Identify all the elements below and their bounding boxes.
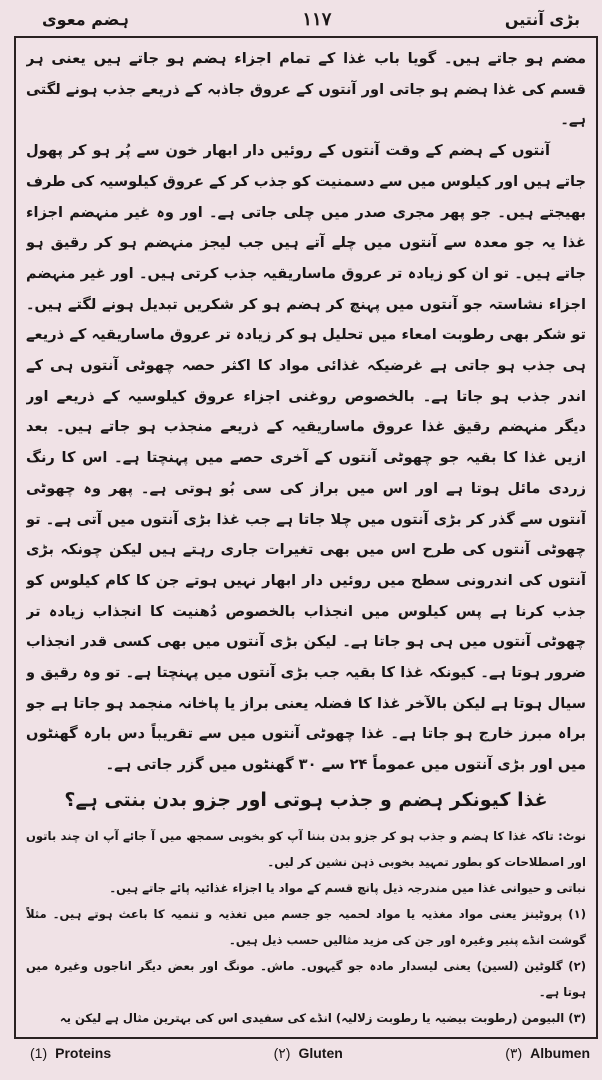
note-line: (۲) گلوٹین (لسین) یعنی لیسدار مادہ جو گیہوں۔ ماش۔ مونگ اور بعض دیگر اناجوں وغیرہ میں ہوتا ہے۔ (26, 958, 586, 999)
note-line: نوٹ: تاکہ غذا کا ہضم و جذب ہو کر جزو بدن بننا آپ کو بخوبی سمجھ میں آ جائے آپ ان چند باتوں اور اصطلاحات کو بطور تمہید بخوبی ذہن نشین کر لیں۔ (26, 828, 586, 869)
paragraph: آنتوں کے ہضم کے وقت آنتوں کے روئیں دار ابھار خون سے پُر ہو کر پھول جاتے ہیں اور کیلوس میں سے دسمنیت کو جذب کر کے عروق کیلوسیہ کی طرف بھیجتے ہیں۔ جو پھر مجری صدر میں چلی جاتی ہے۔ اور وہ غیر منہضم اجزاء غذا یہ جو معدہ سے آنتوں میں چلے آتے ہیں جب لیجز منہضم ہو کر رقیق ہو جاتے ہیں۔ تو ان کو زیادہ تر عروق ماساریقیہ جذب کرتی ہیں۔ اور غیر منہضم اجزاء نشاستہ جو آنتوں میں پہنچ کر ہضم ہو کر شکریں تبدیل ہونے لگتے ہیں۔ تو شکر بھی رطوبت امعاء میں تحلیل ہو کر زیادہ تر عروق ماساریقیہ کے ذریعے ہی جذب ہو جاتی ہے غرضیکہ غذائی مواد کا اکثر حصہ چھوٹی آنتوں ہی کے اندر جذب ہو جاتا ہے۔ بالخصوص روغنی اجزاء عروق کیلوسیہ کے ذریعے اور دیگر منہضم رقیق غذا عروق ماساریقیہ کے ذریعے منجذب ہو جاتے ہیں۔ بعد ازیں غذا کا بقیہ جو چھوٹی آنتوں کے آخری حصے میں پہنچتا ہے۔ اس کا رنگ زردی مائل ہوتا ہے اور اس میں براز کی سی بُو ہوتی ہے۔ پھر وہ چھوٹی آنتوں سے گذر کر بڑی آنتوں میں چلا جاتا ہے جب غذا بڑی آنتوں میں آتی ہے۔ تو چھوٹی آنتوں کی طرح اس میں بھی تغیرات جاری رہتے ہیں لیکن چونکہ بڑی آنتوں کی اندرونی سطح میں روئیں دار ابھار نہیں ہوتے جن کا کام کیلوس کو جذب کرنا ہے پس کیلوس میں انجذاب بالخصوص دُھنیت کا انجذاب زیادہ تر چھوٹی آنتوں میں ہی ہو جاتا ہے۔ لیکن بڑی آنتوں میں بھی کسی قدر انجذاب ضرور ہوتا ہے۔ کیونکہ غذا کا بقیہ جب بڑی آنتوں میں پہنچتا ہے۔ تو وہ رقیق و سیال ہوتا ہے لیکن بالآخر غذا کا فضلہ یعنی براز یا پاخانہ منجمد ہو جاتا ہے جو براہ مبرز خارج ہو جاتا ہے۔ غذا چھوٹی آنتوں میں سے تقریباً دس بارہ گھنٹوں میں اور بڑی آنتوں میں عموماً ۲۴ سے ۳۰ گھنٹوں میں گزر جاتی ہے۔ (26, 142, 586, 774)
note-line: (۱) پروٹینز یعنی مواد مغذیہ یا مواد لحمیہ جو جسم میں تغذیہ و تنمیہ کا باعث ہوتے ہیں۔ مثلاً گوشت انڈے پنیر وغیرہ اور جن کی مزید مثالیں حسب ذیل ہیں۔ (26, 906, 586, 947)
footnote (274, 1045, 343, 1062)
footnote-number: (۲) (273, 1044, 291, 1061)
footnote-term: Gluten (298, 1044, 343, 1061)
footnote (505, 1045, 590, 1062)
chapter-title: ہضم معوی (42, 9, 129, 29)
note-line: نباتی و حیوانی غذا میں مندرجہ ذیل پانچ قسم کے مواد یا اجزاء غذائیہ پائے جاتے ہیں۔ (109, 880, 586, 895)
footnote-term: Albumen (530, 1044, 590, 1061)
page-number: ۱۱۷ (302, 8, 332, 30)
footnote-term: Proteins (55, 1045, 112, 1061)
book-title: بڑی آنتیں (504, 9, 580, 29)
footnote-number: (۳) (505, 1044, 523, 1061)
paragraph: مضم ہو جاتے ہیں۔ گویا باب غذا کے تمام اجزاء ہضم ہو جاتے ہیں یعنی ہر قسم کی غذا ہضم ہو جاتی اور آنتوں کے عروق جاذبہ کے ذریعے جذب ہونے لگتی ہے۔ (26, 50, 586, 129)
note-line: (۳) البیومن (رطوبت بیضیہ یا رطوبت زلالیہ) انڈے کی سفیدی اس کی بہترین مثال ہے لیکن یہ (59, 1010, 586, 1025)
running-header (14, 6, 594, 32)
footnote (30, 1045, 111, 1061)
footnotes (30, 1042, 590, 1064)
notes-section (26, 823, 586, 1031)
footnote-number: (1) (30, 1045, 48, 1061)
page-content (26, 44, 586, 1034)
section-heading: غذا کیونکر ہضم و جذب ہوتی اور جزو بدن بنتی ہے؟ (64, 788, 548, 811)
